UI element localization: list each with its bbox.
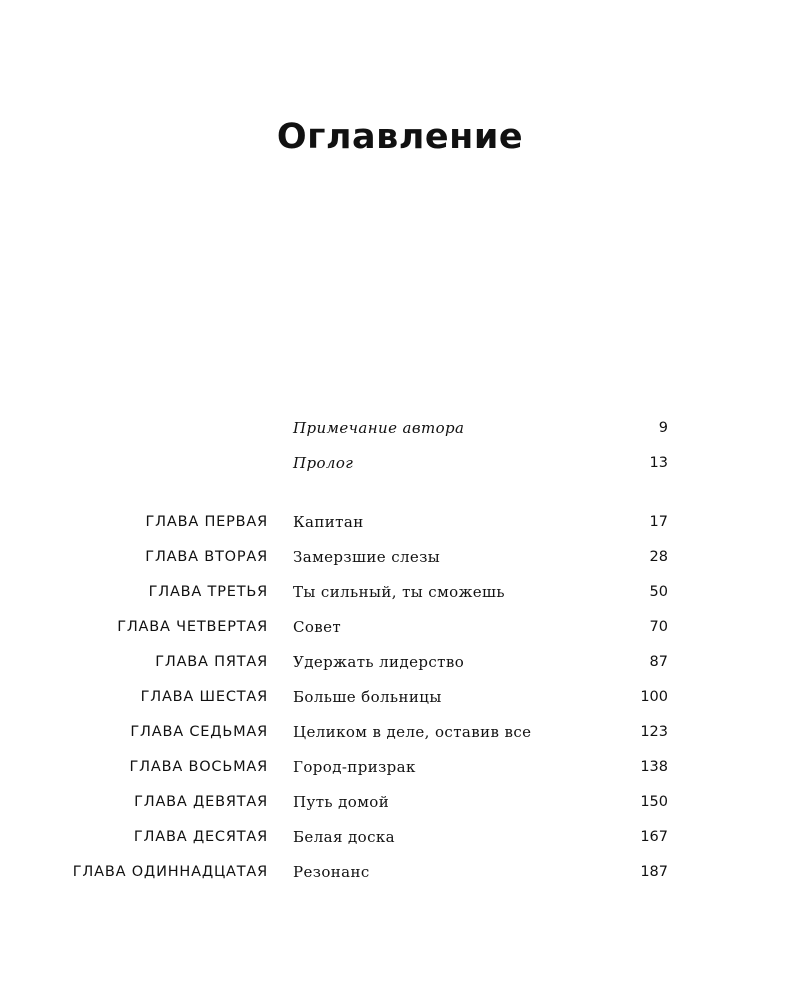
chapter-title: Целиком в деле, оставив все: [293, 723, 532, 741]
chapter-title: Город-призрак: [293, 758, 416, 776]
chapter-title: Замерзшие слезы: [293, 548, 441, 566]
toc-entry-chapter-3[interactable]: [0, 579, 800, 605]
chapter-page-number: 123: [640, 724, 668, 740]
chapter-page-number: 28: [649, 549, 668, 565]
chapter-page-number: 100: [640, 689, 668, 705]
chapter-page-number: 187: [640, 864, 668, 880]
toc-entry-chapter-5[interactable]: [0, 649, 800, 675]
chapter-title: Удержать лидерство: [293, 653, 465, 671]
toc-entry-prologue[interactable]: [0, 450, 800, 476]
toc-entry-chapter-10[interactable]: [0, 824, 800, 850]
chapter-label: ГЛАВА ВОСЬМАЯ: [129, 759, 268, 775]
chapter-page-number: 70: [649, 619, 668, 635]
chapter-page-number: 87: [649, 654, 668, 670]
chapter-title: Капитан: [293, 513, 364, 531]
chapter-label: ГЛАВА ЧЕТВЕРТАЯ: [117, 619, 268, 635]
chapter-title: Белая доска: [293, 828, 395, 846]
entry-title: Примечание автора: [293, 419, 465, 437]
chapter-title: Больше больницы: [293, 688, 442, 706]
chapter-label: ГЛАВА ДЕВЯТАЯ: [134, 794, 268, 810]
chapter-label: ГЛАВА ШЕСТАЯ: [140, 689, 268, 705]
chapter-label: ГЛАВА ДЕСЯТАЯ: [133, 829, 268, 845]
page-title: Оглавление: [276, 117, 524, 157]
chapter-title: Резонанс: [293, 863, 370, 881]
chapter-page-number: 138: [640, 759, 668, 775]
chapter-label: ГЛАВА СЕДЬМАЯ: [130, 724, 268, 740]
entry-page-number: 9: [658, 420, 668, 436]
chapter-label: ГЛАВА ПЯТАЯ: [155, 654, 268, 670]
chapter-page-number: 17: [649, 514, 668, 530]
entry-title: Пролог: [293, 454, 354, 472]
toc-entry-chapter-8[interactable]: [0, 754, 800, 780]
toc-entry-chapter-9[interactable]: [0, 789, 800, 815]
toc-entry-chapter-7[interactable]: [0, 719, 800, 745]
chapter-page-number: 167: [640, 829, 668, 845]
toc-entry-chapter-11[interactable]: [0, 859, 800, 885]
chapter-title: Ты сильный, ты сможешь: [293, 583, 505, 601]
entry-page-number: 13: [649, 455, 668, 471]
toc-entry-author-note[interactable]: [0, 415, 800, 441]
toc-entry-chapter-2[interactable]: [0, 544, 800, 570]
chapter-label: ГЛАВА ОДИННАДЦАТАЯ: [72, 864, 268, 880]
chapter-page-number: 150: [640, 794, 668, 810]
chapter-label: ГЛАВА ПЕРВАЯ: [145, 514, 268, 530]
chapter-label: ГЛАВА ВТОРАЯ: [145, 549, 268, 565]
chapter-title: Путь домой: [293, 793, 390, 811]
toc-entry-chapter-4[interactable]: [0, 614, 800, 640]
chapter-page-number: 50: [649, 584, 668, 600]
toc-entry-chapter-1[interactable]: [0, 509, 800, 535]
chapter-title: Совет: [293, 618, 342, 636]
chapter-label: ГЛАВА ТРЕТЬЯ: [148, 584, 268, 600]
toc-entry-chapter-6[interactable]: [0, 684, 800, 710]
